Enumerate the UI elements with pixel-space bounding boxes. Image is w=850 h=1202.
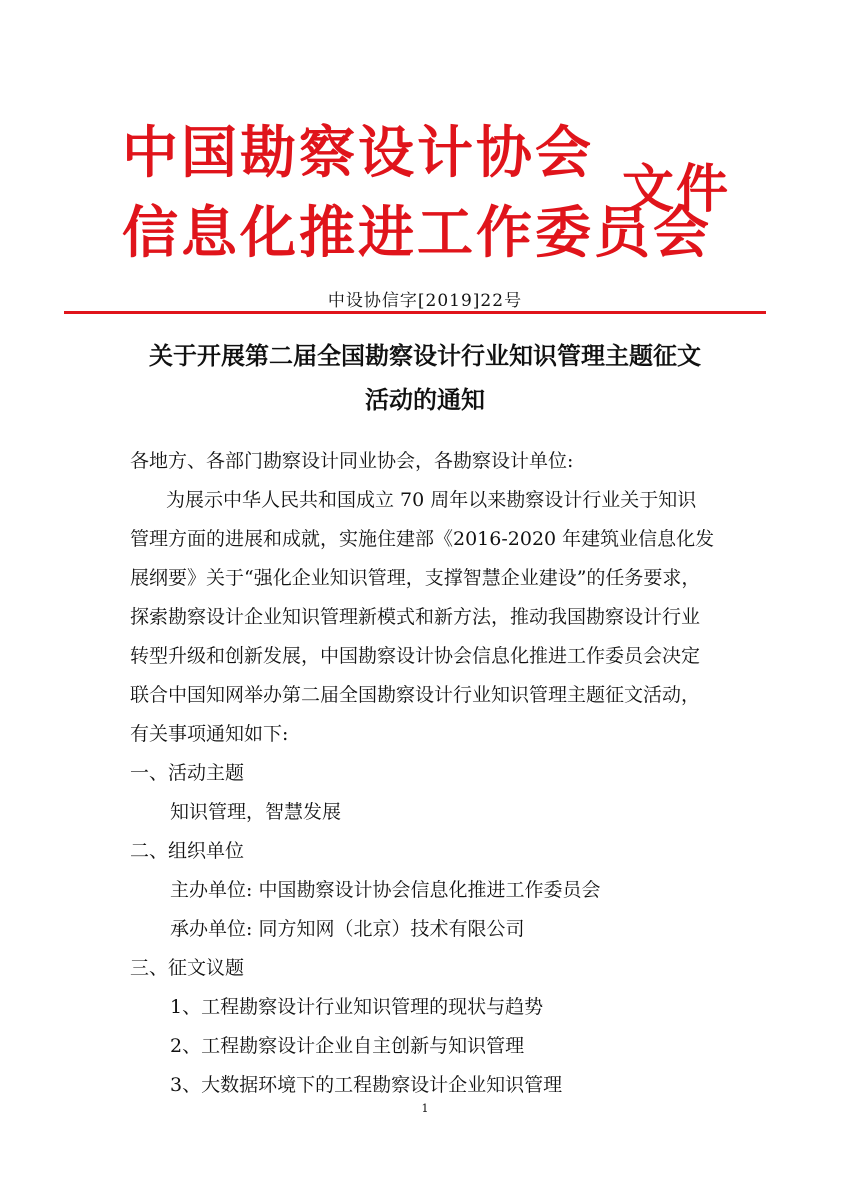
section-topics	[130, 949, 760, 1105]
intro-line: 探索勘察设计企业知识管理新模式和新方法，推动我国勘察设计行业	[130, 606, 701, 628]
section-heading: 一、活动主题	[130, 762, 245, 784]
section-item: 主办单位: 中国勘察设计协会信息化推进工作委员会	[170, 879, 601, 901]
section-organizers	[130, 832, 760, 949]
page-number: 1	[421, 1102, 429, 1115]
section-item: 知识管理，智慧发展	[170, 801, 342, 823]
notice-title	[70, 334, 780, 422]
notice-body	[130, 442, 760, 1105]
section-item: 3、大数据环境下的工程勘察设计企业知识管理	[170, 1074, 563, 1096]
header-org-line-1: 中国勘察设计协会	[122, 121, 594, 186]
intro-line: 有关事项通知如下:	[130, 723, 289, 745]
red-divider-line	[64, 311, 766, 314]
intro-line: 管理方面的进展和成就，实施住建部《2016-2020 年建筑业信息化发	[130, 528, 715, 550]
header-org-line-2: 信息化推进工作委员会	[122, 201, 712, 266]
intro-line: 为展示中华人民共和国成立 70 周年以来勘察设计行业关于知识	[166, 489, 697, 511]
section-theme	[130, 754, 760, 832]
header-document-suffix: 文件	[622, 160, 731, 220]
intro-line: 转型升级和创新发展，中国勘察设计协会信息化推进工作委员会决定	[130, 645, 701, 667]
section-heading: 二、组织单位	[130, 840, 245, 862]
intro-line: 展纲要》关于“强化企业知识管理，支撑智慧企业建设”的任务要求，	[130, 567, 701, 589]
section-heading: 三、征文议题	[130, 957, 245, 979]
section-item: 1、工程勘察设计行业知识管理的现状与趋势	[170, 996, 544, 1018]
intro-paragraph	[130, 481, 760, 754]
section-item: 2、工程勘察设计企业自主创新与知识管理	[170, 1035, 525, 1057]
intro-line: 联合中国知网举办第二届全国勘察设计行业知识管理主题征文活动，	[130, 684, 701, 706]
salutation: 各地方、各部门勘察设计同业协会，各勘察设计单位:	[130, 450, 574, 472]
notice-title-line-2: 活动的通知	[365, 386, 485, 414]
notice-title-line-1: 关于开展第二届全国勘察设计行业知识管理主题征文	[149, 342, 701, 370]
document-number: 中设协信字[2019]22号	[327, 291, 523, 311]
section-item: 承办单位: 同方知网（北京）技术有限公司	[170, 918, 525, 940]
